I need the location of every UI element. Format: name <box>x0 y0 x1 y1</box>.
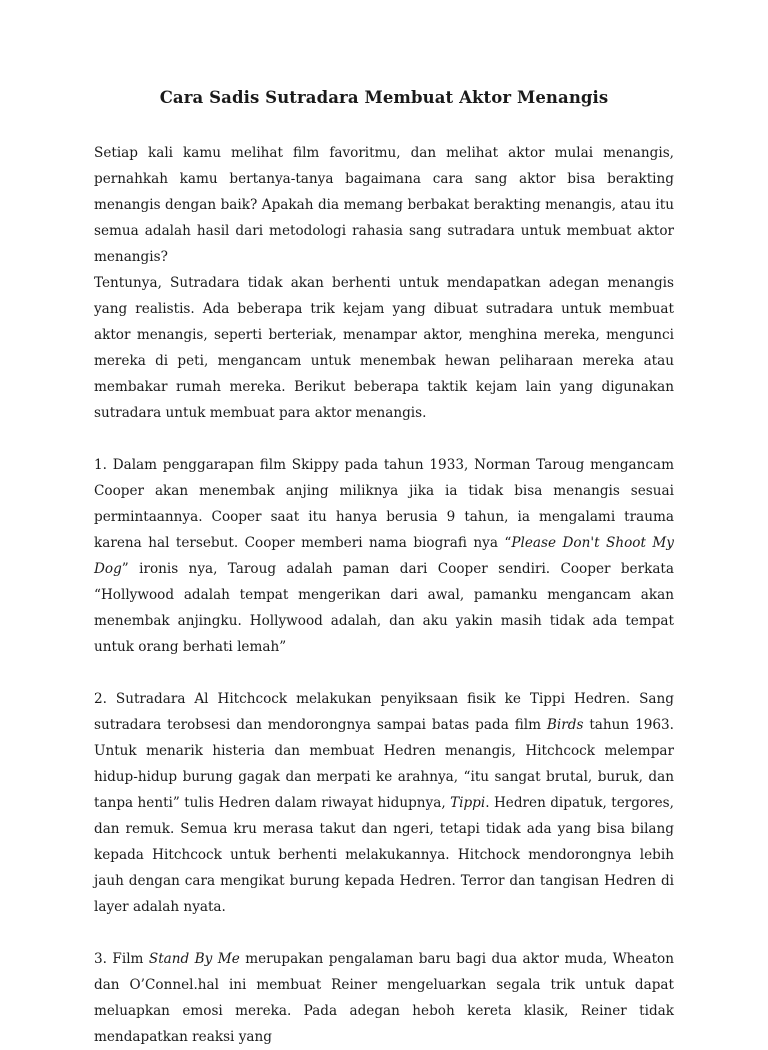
item1-book-title: Please Don't Shoot My Dog <box>94 535 674 577</box>
document-title: Cara Sadis Sutradara Membuat Aktor Menangis <box>159 88 609 107</box>
item2-film-title: Birds <box>546 717 584 733</box>
intro-paragraph: Setiap kali kamu melihat film favoritmu, dan melihat aktor mulai menangis, pernahkah kamu bertanya-tanya bagaimana cara sang aktor bisa berakting menangis dengan baik? Apakah dia memang berbakat berakting menangis, atau itu semua adalah hasil dari metodologi rahasia sang sutradara untuk membuat aktor menangis? <box>94 145 674 265</box>
item2-book-title: Tippi <box>450 795 486 811</box>
item1-text-b: ” ironis nya, Taroug adalah paman dari Cooper sendiri. Cooper berkata “Hollywood adalah tempat mengerikan dari awal, pamanku mengancam akan menembak anjingku. Hollywood adalah, dan aku yakin masih tidak ada tempat untuk orang berhati lemah” <box>94 561 674 655</box>
list-item-3 <box>94 946 674 1050</box>
item2-text-a: 2. Sutradara Al Hitchcock melakukan penyiksaan fisik ke Tippi Hedren. Sang sutradara terobsesi dan mendorongnya sampai batas pada film <box>94 691 674 733</box>
item1-text-a: 1. Dalam penggarapan film Skippy pada tahun 1933, Norman Taroug mengancam Cooper akan menembak anjing miliknya jika ia tidak bisa menangis sesuai permintaannya. Cooper saat itu hanya berusia 9 tahun, ia mengalami trauma karena hal tersebut. Cooper memberi nama biografi nya “ <box>94 457 674 551</box>
item3-film-title: Stand By Me <box>148 951 240 967</box>
list-item-2 <box>94 686 674 920</box>
item2-text-c: . Hedren dipatuk, tergores, dan remuk. Semua kru merasa takut dan ngeri, tetapi tidak ada yang bisa bilang kepada Hitchcock untuk berhenti melakukannya. Hitchock mendorongnya lebih jauh dengan cara mengikat burung kepada Hedren. Terror dan tangisan Hedren di layer adalah nyata. <box>94 795 674 915</box>
item2-text-b: tahun 1963. Untuk menarik histeria dan membuat Hedren menangis, Hitchcock melempar hidup-hidup burung gagak dan merpati ke arahnya, “itu sangat brutal, buruk, dan tanpa henti” tulis Hedren dalam riwayat hidupnya, <box>94 717 675 811</box>
item3-text-a: 3. Film <box>94 951 149 967</box>
paragraph-gap <box>94 660 674 686</box>
paragraph-gap <box>94 920 674 946</box>
list-item-1 <box>94 452 674 660</box>
document-body <box>94 140 674 1050</box>
paragraph-gap <box>94 426 674 452</box>
item3-text-b: merupakan pengalaman baru bagi dua aktor muda, Wheaton dan O’Connel.hal ini membuat Reiner mengeluarkan segala trik untuk dapat meluapkan emosi mereka. Pada adegan heboh kereta klasik, Reiner tidak mendapatkan reaksi yang <box>94 951 674 1045</box>
intro-paragraph-2: Tentunya, Sutradara tidak akan berhenti untuk mendapatkan adegan menangis yang realistis. Ada beberapa trik kejam yang dibuat sutradara untuk membuat aktor menangis, seperti berteriak, menampar aktor, menghina mereka, mengunci mereka di peti, mengancam untuk menembak hewan peliharaan mereka atau membakar rumah mereka. Berikut beberapa taktik kejam lain yang digunakan sutradara untuk membuat para aktor menangis. <box>94 275 674 421</box>
